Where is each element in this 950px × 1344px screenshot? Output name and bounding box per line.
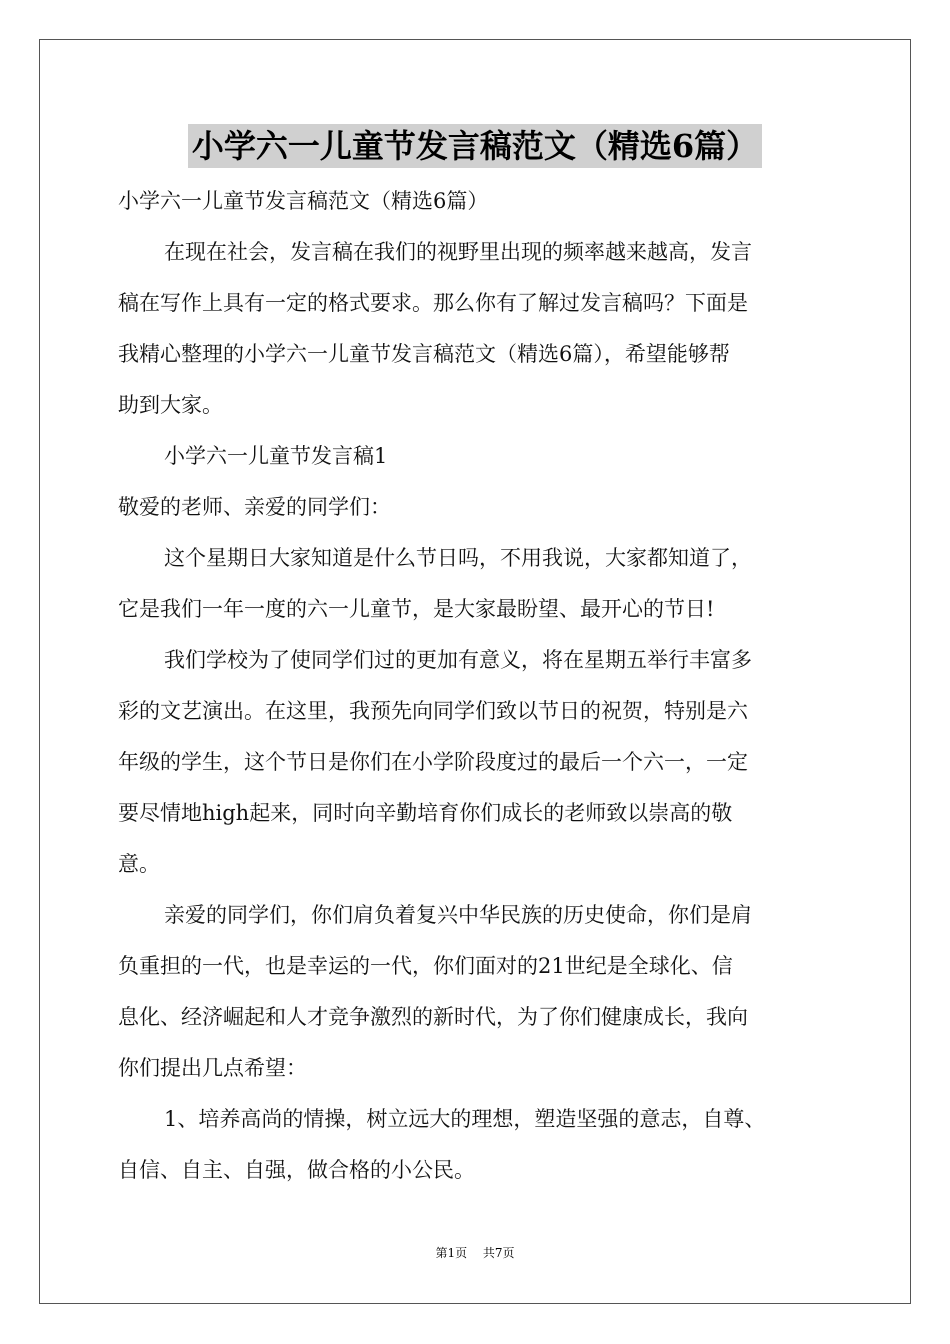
text-line: 我精心整理的小学六一儿童节发言稿范文（精选6篇），希望能够帮 <box>118 342 730 366</box>
text-line: 它是我们一年一度的六一儿童节，是大家最盼望、最开心的节日! <box>118 597 715 621</box>
text-line: 这个星期日大家知道是什么节日吗，不用我说，大家都知道了， <box>164 546 752 570</box>
text-line: 助到大家。 <box>118 393 223 417</box>
text-line: 稿在写作上具有一定的格式要求。那么你有了解过发言稿吗？下面是 <box>118 291 748 315</box>
page-footer <box>0 1244 950 1261</box>
text-line: 意。 <box>118 852 160 876</box>
text-line: 亲爱的同学们，你们肩负着复兴中华民族的历史使命，你们是肩 <box>164 903 752 927</box>
document-title: 小学六一儿童节发言稿范文（精选6篇） <box>188 124 762 168</box>
text-line: 在现在社会，发言稿在我们的视野里出现的频率越来越高，发言 <box>164 240 752 264</box>
text-line: 负重担的一代，也是幸运的一代，你们面对的21世纪是全球化、信 <box>118 954 733 978</box>
text-line: 彩的文艺演出。在这里，我预先向同学们致以节日的祝贺，特别是六 <box>118 699 748 723</box>
text-line: 你们提出几点希望： <box>118 1056 307 1080</box>
title-container <box>0 124 950 168</box>
text-line: 1、培养高尚的情操，树立远大的理想，塑造坚强的意志，自尊、 <box>164 1107 766 1131</box>
text-line: 自信、自主、自强，做合格的小公民。 <box>118 1158 475 1182</box>
document-body <box>118 176 836 1196</box>
text-line: 我们学校为了使同学们过的更加有意义，将在星期五举行丰富多 <box>164 648 752 672</box>
text-line: 小学六一儿童节发言稿1 <box>164 444 388 468</box>
page-current: 第1页 <box>435 1246 468 1260</box>
page-total: 共7页 <box>482 1246 515 1260</box>
text-line: 年级的学生，这个节日是你们在小学阶段度过的最后一个六一，一定 <box>118 750 748 774</box>
text-line: 敬爱的老师、亲爱的同学们： <box>118 495 391 519</box>
text-line: 要尽情地high起来，同时向辛勤培育你们成长的老师致以崇高的敬 <box>118 801 733 825</box>
text-line: 小学六一儿童节发言稿范文（精选6篇） <box>118 189 489 213</box>
text-line: 息化、经济崛起和人才竞争激烈的新时代，为了你们健康成长，我向 <box>118 1005 748 1029</box>
